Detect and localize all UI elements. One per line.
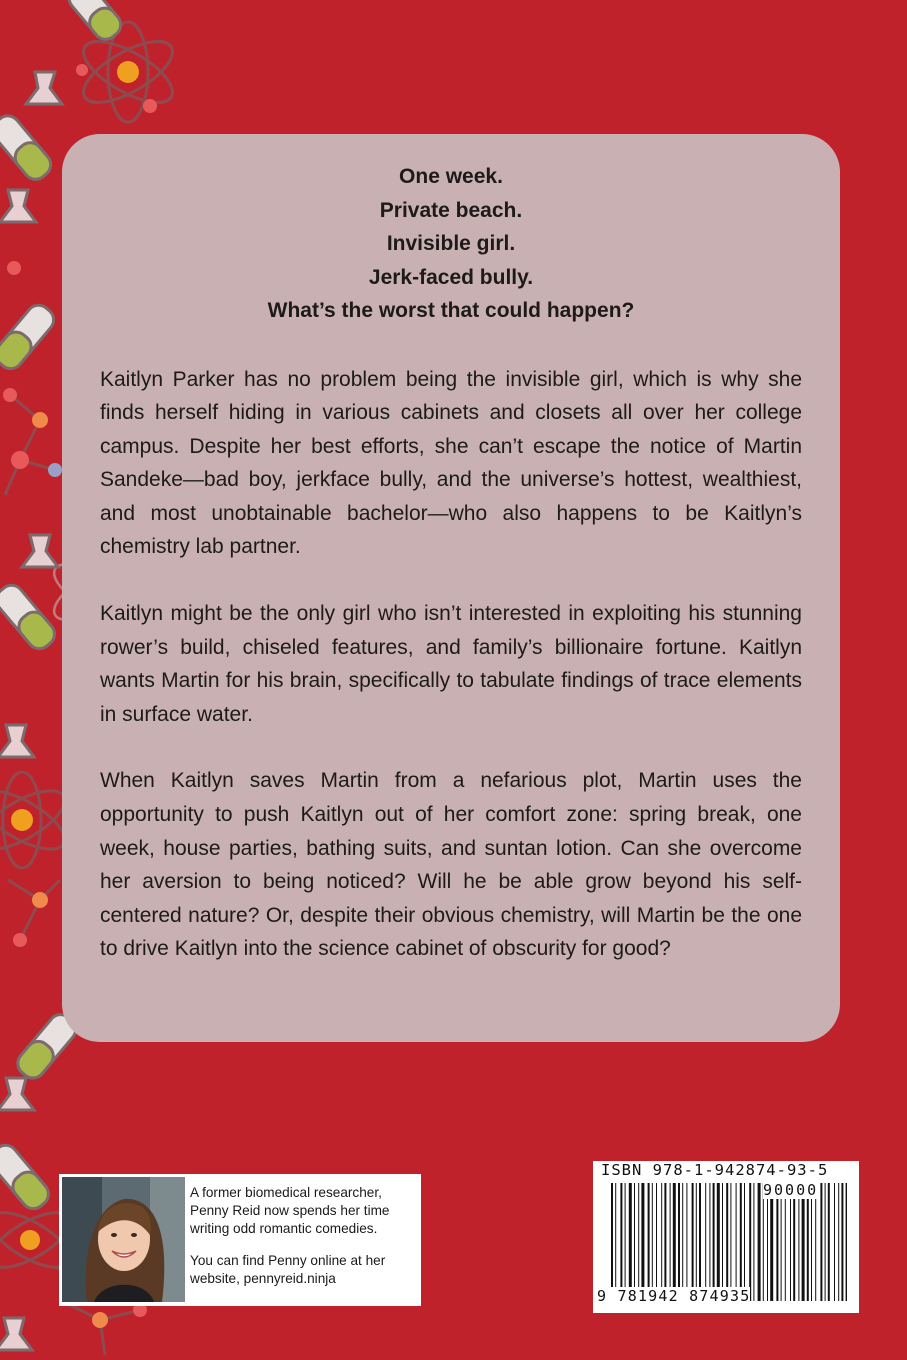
barcode-bar <box>767 1183 768 1301</box>
barcode-bar <box>825 1183 826 1301</box>
barcode-bar <box>648 1183 650 1301</box>
barcode-bar <box>722 1183 723 1301</box>
tagline: What’s the worst that could happen? <box>267 299 635 322</box>
barcode-bar <box>641 1183 644 1301</box>
barcode-bar <box>736 1183 737 1301</box>
barcode-bar <box>846 1183 847 1301</box>
barcode-bar <box>638 1183 639 1301</box>
barcode-bar <box>686 1183 687 1301</box>
barcode-bar <box>828 1183 830 1301</box>
barcode-bar <box>841 1183 843 1301</box>
barcode-bar <box>656 1183 657 1301</box>
barcode-bar <box>615 1183 616 1301</box>
tagline: One week. <box>399 165 503 188</box>
barcode-bar <box>802 1183 805 1301</box>
barcode-bar <box>815 1183 816 1301</box>
barcode-bar <box>717 1183 720 1301</box>
isbn-barcode <box>593 1161 859 1313</box>
barcode-bar <box>670 1183 671 1301</box>
barcode-bar <box>781 1183 782 1301</box>
isbn-number: ISBN 978-1-942874-93-5 <box>601 1161 829 1179</box>
barcode-bar <box>749 1183 751 1301</box>
barcode-bar <box>661 1183 662 1301</box>
barcode-bar <box>620 1183 622 1301</box>
barcode-bar <box>709 1183 710 1301</box>
barcode-bar <box>634 1183 635 1301</box>
barcode-bar <box>785 1183 786 1301</box>
author-photo <box>62 1177 185 1302</box>
blurb-paragraph: Kaitlyn Parker has no problem being the invisible girl, which is why she finds herself hiding in various cabinets and closets all over her college campus. Despite her best efforts, she can’t escape the notice of Martin Sandeke—bad boy, jerkface bully, and the universe’s hottest, wealthiest, and most unobtainable bachelor—who also happens to be Kaitlyn’s chemistry lab partner. <box>100 367 802 559</box>
barcode-bar <box>820 1183 822 1301</box>
price-code: 90000 <box>763 1181 819 1199</box>
tagline-block <box>100 160 802 328</box>
barcode-bar <box>664 1183 666 1301</box>
ean-number: 9 781942 874935 <box>597 1287 751 1305</box>
barcode-bar <box>682 1183 683 1301</box>
blurb-paragraph: When Kaitlyn saves Martin from a nefarious plot, Martin uses the opportunity to push Kaitlyn out of her comfort zone: spring break, one week, house parties, bathing suits, and suntan lotion. Can she overcome her aversion to being noticed? Will he be able grow beyond his self-centered nature? Or, despite their obvious chemistry, will Martin be the one to drive Kaitlyn into the science cabinet of obscurity for good? <box>100 769 802 961</box>
barcode-bar <box>705 1183 706 1301</box>
barcode-bar <box>763 1183 764 1301</box>
barcode-bar <box>625 1183 626 1301</box>
barcode-bar <box>744 1183 745 1301</box>
barcode-bar <box>798 1183 799 1301</box>
barcode-bar <box>629 1183 632 1301</box>
barcode-bar <box>807 1183 809 1301</box>
barcode-bar <box>790 1183 791 1301</box>
barcode-bar <box>692 1183 694 1301</box>
barcode-bar <box>776 1183 778 1301</box>
author-bio: A former biomedical researcher, Penny Reid now spends her time writing odd romantic comedies. <box>190 1185 390 1236</box>
author-website-note: You can find Penny online at her website, pennyreid.ninja <box>190 1253 386 1286</box>
barcode-bar <box>673 1183 676 1301</box>
barcode-bar <box>611 1183 613 1301</box>
barcode-bar <box>678 1183 680 1301</box>
barcode-bar <box>793 1183 795 1301</box>
barcode-bar <box>740 1183 742 1301</box>
barcode-bar <box>652 1183 653 1301</box>
barcode-bar <box>713 1183 715 1301</box>
blurb-paragraph: Kaitlyn might be the only girl who isn’t interested in exploiting his stunning rower’s build, chiseled features, and family’s billionaire fortune. Kaitlyn wants Martin for his brain, specifically to tabulate findings of trace elements in surface water. <box>100 602 802 726</box>
tagline: Jerk-faced bully. <box>368 265 534 289</box>
barcode-bar <box>730 1183 731 1301</box>
author-box <box>59 1174 421 1306</box>
barcode-bar <box>753 1183 754 1301</box>
barcode-bar <box>758 1183 761 1301</box>
blurb-panel <box>62 134 840 1042</box>
barcode-bar <box>811 1183 812 1301</box>
barcode-bar <box>838 1183 839 1301</box>
barcode-bars <box>611 1183 847 1301</box>
barcode-bar <box>834 1183 835 1301</box>
barcode-bar <box>726 1183 728 1301</box>
tagline: Private beach. <box>379 198 523 222</box>
tagline: Invisible girl. <box>386 232 516 255</box>
barcode-bar <box>699 1183 701 1301</box>
barcode-bar <box>696 1183 697 1301</box>
barcode-bar <box>770 1183 773 1301</box>
